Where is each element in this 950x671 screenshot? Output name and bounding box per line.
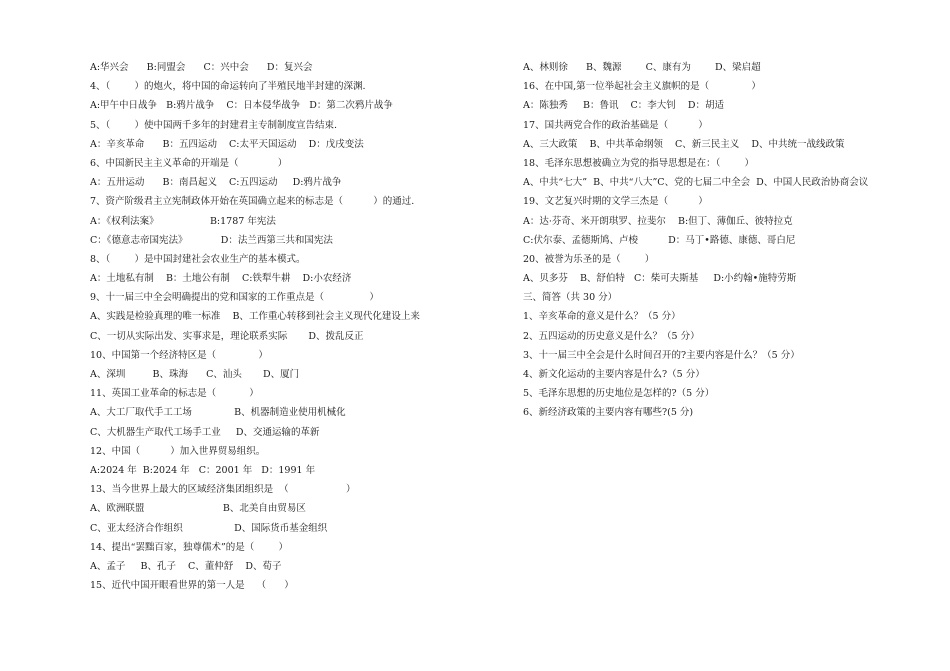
question-line: 18、毛泽东思想被确立为党的指导思想是在：（ ）	[523, 157, 754, 169]
question-line: 14、提出“罢黜百家，独尊儒术”的是（ ）	[90, 541, 288, 553]
question-line: 7、资产阶级君主立宪制政体开始在英国确立起来的标志是（ ）的通过.	[90, 196, 415, 208]
right-column	[523, 58, 923, 423]
options-line: A、孟子 B、孔子 C、董仲舒 D、荀子	[90, 560, 282, 572]
text-line: A:华兴会 B:同盟会 C：兴中会 D：复兴会	[90, 62, 313, 73]
short-answer-question: 3、十一届三中全会是什么时间召开的?主要内容是什么？（5 分）	[523, 349, 800, 361]
short-answer-question: 5、毛泽东思想的历史地位是怎样的?（5 分）	[523, 388, 715, 400]
question-line: 17、国共两党合作的政治基础是（ ）	[523, 119, 708, 131]
options-line: A、大工厂取代手工工场 B、机器制造业使用机械化	[90, 407, 346, 419]
question-line: 15、近代中国开眼看世界的第一人是 （ ）	[90, 580, 294, 592]
options-line: A：土地私有制 B：土地公有制 C:铁犁牛耕 D:小农经济	[90, 273, 352, 285]
question-line: 12、中国（ ）加入世界贸易组织。	[90, 445, 266, 457]
question-line: 6、中国新民主主义革命的开端是（ ）	[90, 157, 288, 169]
question-line: 8、（ ）是中国封建社会农业生产的基本模式。	[90, 253, 306, 265]
question-line: 19、文艺复兴时期的文学三杰是（ ）	[523, 196, 708, 208]
options-line: A、实践是检验真理的唯一标准 B、工作重心转移到社会主义现代化建设上来	[90, 311, 420, 323]
options-line: A、林则徐 B、魏源 C、康有为 D、梁启超	[523, 62, 761, 73]
short-answer-question: 1、辛亥革命的意义是什么？（5 分）	[523, 311, 681, 323]
options-line: A、三大政策 B、中共革命纲领 C、新三民主义 D、中共统一战线政策	[523, 138, 845, 150]
options-line: C、亚太经济合作组织 D、国际货币基金组织	[90, 522, 328, 534]
options-line: C:伏尔泰、孟德斯鸠、卢梭 D：马丁•路德、康德、哥白尼	[523, 234, 796, 246]
options-line: C、一切从实际出发、实事求是，理论联系实际 D、拨乱反正	[90, 330, 364, 342]
question-line: 20、被誉为乐圣的是（ ）	[523, 253, 655, 265]
question-line: 16、在中国,第一位举起社会主义旗帜的是（ ）	[523, 81, 761, 93]
question-line: 4、（ ）的炮火，将中国的命运转向了半殖民地半封建的深渊.	[90, 81, 366, 93]
options-line: A：《权利法案》 B:1787 年宪法	[90, 215, 276, 227]
options-line: A、中共“七大” B、中共“八大”C、党的七届二中全会 D、中国人民政治协商会议	[523, 177, 869, 189]
left-column	[90, 58, 510, 595]
question-line: 11、英国工业革命的标志是（ ）	[90, 388, 259, 400]
question-line: 5、（ ）使中国两千多年的封建君主专制制度宣告结束.	[90, 119, 337, 131]
options-line: A:甲午中日战争 B:鸦片战争 C：日本侵华战争 D：第二次鸦片战争	[90, 100, 393, 112]
options-line: A:2024 年 B:2024 年 C：2001 年 D：1991 年	[90, 464, 316, 476]
options-line: A：陈独秀 B：鲁讯 C：李大钊 D：胡适	[523, 100, 724, 112]
options-line: C：《德意志帝国宪法》 D：法兰西第三共和国宪法	[90, 234, 333, 246]
short-answer-question: 6、新经济政策的主要内容有哪些?(5 分)	[523, 407, 694, 419]
question-line: 13、当今世界上最大的区域经济集团组织是 （ ）	[90, 484, 356, 496]
question-line: 9、十一届三中全会明确提出的党和国家的工作重点是（ ）	[90, 292, 379, 304]
options-line: C、大机器生产取代工场手工业 D、交通运输的革新	[90, 426, 320, 438]
options-line: A、深圳 B、珠海 C、汕头 D、厦门	[90, 369, 300, 380]
short-answer-question: 4、新文化运动的主要内容是什么?（5 分）	[523, 369, 705, 380]
short-answer-question: 2、五四运动的历史意义是什么？（5 分）	[523, 330, 700, 342]
options-line: A：达·芬奇、米开朗琪罗、拉斐尔 B:但丁、薄伽丘、彼特拉克	[523, 215, 793, 227]
options-line: A、欧洲联盟 B、北美自由贸易区	[90, 503, 306, 515]
options-line: A：五卅运动 B：南昌起义 C:五四运动 D:鸦片战争	[90, 177, 342, 189]
options-line: A：辛亥革命 B：五四运动 C:太平天国运动 D：戊戌变法	[90, 138, 364, 150]
options-line: A、贝多芬 B、舒伯特 C：柴可夫斯基 D:小约翰•施特劳斯	[523, 273, 797, 285]
question-line: 10、中国第一个经济特区是（ ）	[90, 349, 268, 361]
section-heading: 三、简答（共 30 分）	[523, 292, 618, 304]
